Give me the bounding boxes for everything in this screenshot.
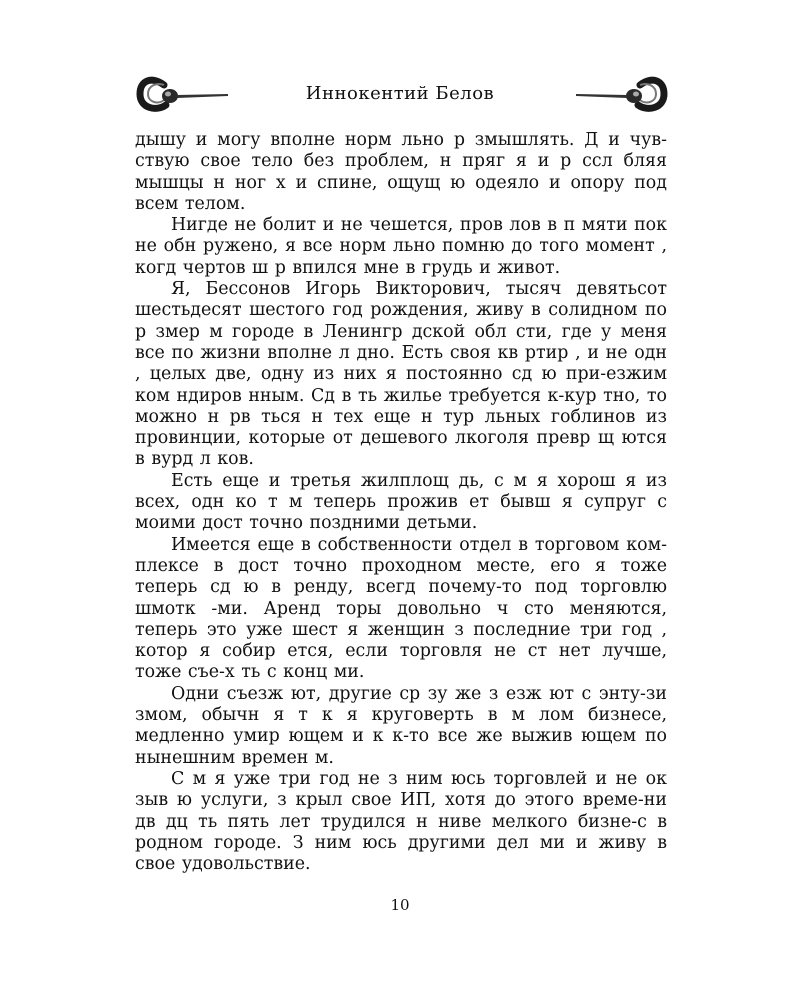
page-header <box>0 62 800 132</box>
paragraph: Одни съезж ют, другие ср зу же з езж ют с энту-зи змом, обычн я т к я круговерть в м лом бизнесе, медленно умир ющем и к к-то все же выжив ющем по нынешним времен м. <box>135 683 667 768</box>
paragraph: С м я уже три год не з ним юсь торговлей и не ок зыв ю услуги, з крыл свое ИП, хотя до этого време-ни дв дц ть пять лет трудился н ниве мелкого бизне-с в родном городе. З ним юсь другими дел ми и живу в свое удовольствие. <box>135 768 667 875</box>
page-number: 10 <box>390 896 410 914</box>
running-title: Иннокентий Белов <box>305 83 495 104</box>
paragraph: Имеется еще в собственности отдел в торговом ком-плексе в дост точно проходном месте, его я тоже теперь сд ю в ренду, всегд почему-то под торговлю шмотк -ми. Аренд торы довольно ч сто меняются, теперь это уже шест я женщин з последние три год , котор я собир ется, если торговля не ст нет лучше, тоже съе-х ть с конц ми. <box>135 534 667 683</box>
paragraph: Я, Бессонов Игорь Викторович, тысяч девятьсот шестьдесят шестого год рождения, живу в солидном по р змер м городе в Ленингр дской обл сти, где у меня все по жизни вполне л дно. Есть своя кв ртир , и не одн , целых две, одну из них я постоянно сд ю при-езжим ком ндиров нным. Сд в ть жилье требуется к-кур тно, то можно н рв ться н тех еще н тур льных гоблинов из провинции, которые от дешевого лкоголя превр щ ются в вурд л ков. <box>135 279 667 470</box>
swirl-ornament-icon <box>576 62 676 136</box>
body-text <box>135 130 667 875</box>
paragraph: дышу и могу вполне норм льно р змышлять. Д и чув-ствую свое тело без проблем, н пряг я и р сcл бляя мышцы н ног х и спине, ощущ ю одеяло и опору под всем телом. <box>135 130 667 214</box>
paragraph: Нигде не болит и не чешется, пров лов в п мяти пок не обн ружено, я все норм льно помню до того момент , когд чертов ш р впился мне в грудь и живот. <box>135 215 667 278</box>
paragraph: Есть еще и третья жилплощ дь, с м я хорош я из всех, одн ко т м теперь прожив ет бывш я супруг с моими дост точно поздними детьми. <box>135 470 667 534</box>
